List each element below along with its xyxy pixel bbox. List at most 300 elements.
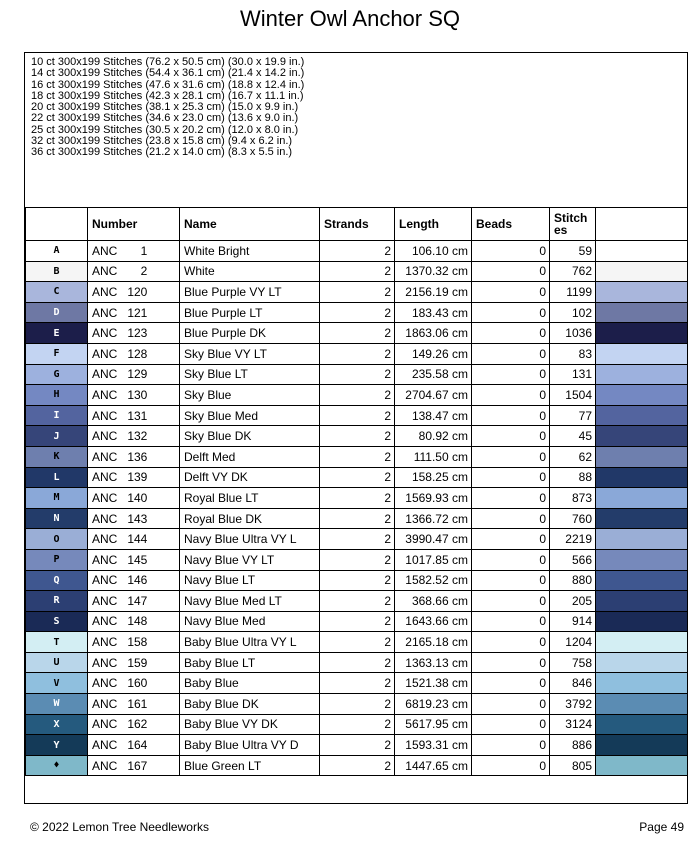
color-swatch <box>596 508 688 529</box>
symbol-cell: B <box>26 261 88 282</box>
symbol-cell: R <box>26 591 88 612</box>
color-swatch <box>596 611 688 632</box>
symbol-cell: C <box>26 282 88 303</box>
length-cell: 2704.67 cm <box>395 385 472 406</box>
strands-cell: 2 <box>320 673 395 694</box>
thread-code: 164 <box>127 738 148 753</box>
strands-cell: 2 <box>320 508 395 529</box>
length-cell: 1569.93 cm <box>395 488 472 509</box>
thread-brand: ANC <box>92 387 118 402</box>
thread-name-cell: Baby Blue VY DK <box>180 714 320 735</box>
thread-code: 139 <box>127 470 148 485</box>
beads-cell: 0 <box>472 570 550 591</box>
length-cell: 1447.65 cm <box>395 755 472 776</box>
thread-number-cell <box>88 446 180 467</box>
color-swatch <box>596 282 688 303</box>
length-cell: 1643.66 cm <box>395 611 472 632</box>
beads-cell: 0 <box>472 735 550 756</box>
thread-number-cell <box>88 405 180 426</box>
table-row <box>26 488 688 509</box>
thread-number-cell <box>88 632 180 653</box>
symbol-cell: P <box>26 549 88 570</box>
thread-number-cell <box>88 714 180 735</box>
symbol-cell: S <box>26 611 88 632</box>
thread-number-cell <box>88 611 180 632</box>
thread-brand: ANC <box>92 717 118 732</box>
table-row <box>26 714 688 735</box>
thread-number-cell <box>88 302 180 323</box>
strands-cell: 2 <box>320 735 395 756</box>
thread-code: 136 <box>127 449 148 464</box>
strands-cell: 2 <box>320 652 395 673</box>
color-swatch <box>596 323 688 344</box>
symbol-cell: X <box>26 714 88 735</box>
symbol-cell: J <box>26 426 88 447</box>
color-swatch <box>596 426 688 447</box>
table-row <box>26 694 688 715</box>
stitches-cell: 880 <box>550 570 596 591</box>
stitches-cell: 1036 <box>550 323 596 344</box>
color-swatch <box>596 570 688 591</box>
thread-number-cell <box>88 694 180 715</box>
fabric-size-line: 32 ct 300x199 Stitches (23.8 x 15.8 cm) (9.4 x 6.2 in.) <box>31 135 293 148</box>
thread-number-cell <box>88 241 180 262</box>
name-header: Name <box>180 208 320 241</box>
strands-cell: 2 <box>320 426 395 447</box>
color-swatch <box>596 405 688 426</box>
thread-code: 121 <box>127 305 148 320</box>
length-cell: 2156.19 cm <box>395 282 472 303</box>
thread-name-cell: Sky Blue VY LT <box>180 343 320 364</box>
strands-cell: 2 <box>320 446 395 467</box>
thread-name-cell: Blue Purple DK <box>180 323 320 344</box>
thread-code: 162 <box>127 717 148 732</box>
beads-cell: 0 <box>472 343 550 364</box>
stitches-cell: 760 <box>550 508 596 529</box>
color-swatch <box>596 591 688 612</box>
thread-code: 2 <box>140 264 148 279</box>
thread-brand: ANC <box>92 429 118 444</box>
beads-cell: 0 <box>472 755 550 776</box>
beads-cell: 0 <box>472 364 550 385</box>
length-cell: 6819.23 cm <box>395 694 472 715</box>
stitches-cell: 88 <box>550 467 596 488</box>
table-row <box>26 364 688 385</box>
fabric-size-line: 18 ct 300x199 Stitches (42.3 x 28.1 cm) (16.7 x 11.1 in.) <box>31 89 304 102</box>
thread-brand: ANC <box>92 593 118 608</box>
length-cell: 111.50 cm <box>395 446 472 467</box>
length-cell: 5617.95 cm <box>395 714 472 735</box>
thread-code: 146 <box>127 573 148 588</box>
thread-brand: ANC <box>92 305 118 320</box>
symbol-cell: N <box>26 508 88 529</box>
thread-name-cell: Navy Blue VY LT <box>180 549 320 570</box>
stitches-cell: 83 <box>550 343 596 364</box>
thread-brand: ANC <box>92 449 118 464</box>
symbol-cell: U <box>26 652 88 673</box>
thread-name-cell: Sky Blue DK <box>180 426 320 447</box>
symbol-cell: H <box>26 385 88 406</box>
thread-name-cell: Navy Blue Ultra VY L <box>180 529 320 550</box>
thread-brand: ANC <box>92 470 118 485</box>
table-row <box>26 261 688 282</box>
swatch-header <box>596 208 688 241</box>
thread-number-cell <box>88 426 180 447</box>
table-row <box>26 755 688 776</box>
fabric-size-line: 10 ct 300x199 Stitches (76.2 x 50.5 cm) (30.0 x 19.9 in.) <box>31 56 305 68</box>
beads-cell: 0 <box>472 549 550 570</box>
thread-brand: ANC <box>92 635 118 650</box>
strands-cell: 2 <box>320 343 395 364</box>
thread-code: 145 <box>127 552 148 567</box>
table-row <box>26 323 688 344</box>
beads-cell: 0 <box>472 302 550 323</box>
beads-cell: 0 <box>472 632 550 653</box>
strands-cell: 2 <box>320 591 395 612</box>
color-swatch <box>596 467 688 488</box>
beads-cell: 0 <box>472 467 550 488</box>
stitches-cell: 762 <box>550 261 596 282</box>
copyright: © 2022 Lemon Tree Needleworks <box>30 820 209 834</box>
thread-number-cell <box>88 570 180 591</box>
stitches-cell: 102 <box>550 302 596 323</box>
table-row <box>26 508 688 529</box>
thread-name-cell: Delft VY DK <box>180 467 320 488</box>
color-swatch <box>596 446 688 467</box>
fabric-size-line: 20 ct 300x199 Stitches (38.1 x 25.3 cm) (15.0 x 9.9 in.) <box>31 101 299 114</box>
thread-code: 158 <box>127 635 148 650</box>
thread-name-cell: Royal Blue LT <box>180 488 320 509</box>
symbol-cell: Q <box>26 570 88 591</box>
thread-brand: ANC <box>92 264 118 279</box>
thread-number-cell <box>88 282 180 303</box>
page-number: Page 49 <box>639 820 684 834</box>
stitches-cell: 758 <box>550 652 596 673</box>
symbol-cell: K <box>26 446 88 467</box>
table-row <box>26 529 688 550</box>
stitches-cell: 873 <box>550 488 596 509</box>
thread-code: 120 <box>127 284 148 299</box>
color-swatch <box>596 302 688 323</box>
thread-name-cell: Sky Blue Med <box>180 405 320 426</box>
stitches-cell: 805 <box>550 755 596 776</box>
thread-name-cell: Blue Purple LT <box>180 302 320 323</box>
thread-name-cell: Navy Blue Med <box>180 611 320 632</box>
symbol-cell: I <box>26 405 88 426</box>
length-cell: 1521.38 cm <box>395 673 472 694</box>
beads-cell: 0 <box>472 426 550 447</box>
thread-brand: ANC <box>92 655 118 670</box>
thread-code: 140 <box>127 490 148 505</box>
stitches-cell: 846 <box>550 673 596 694</box>
beads-cell: 0 <box>472 261 550 282</box>
length-cell: 1593.31 cm <box>395 735 472 756</box>
thread-number-cell <box>88 488 180 509</box>
table-row <box>26 282 688 303</box>
thread-number-cell <box>88 673 180 694</box>
color-swatch <box>596 343 688 364</box>
thread-code: 132 <box>127 429 148 444</box>
stitches-cell: 45 <box>550 426 596 447</box>
thread-number-cell <box>88 735 180 756</box>
beads-cell: 0 <box>472 611 550 632</box>
thread-name-cell: Delft Med <box>180 446 320 467</box>
strands-cell: 2 <box>320 694 395 715</box>
stitches-cell: 131 <box>550 364 596 385</box>
thread-brand: ANC <box>92 696 118 711</box>
thread-number-cell <box>88 364 180 385</box>
thread-brand: ANC <box>92 573 118 588</box>
fabric-size-list <box>31 57 304 159</box>
length-cell: 1363.13 cm <box>395 652 472 673</box>
thread-brand: ANC <box>92 367 118 382</box>
table-row <box>26 632 688 653</box>
symbol-cell: W <box>26 694 88 715</box>
thread-brand: ANC <box>92 346 118 361</box>
thread-brand: ANC <box>92 284 118 299</box>
thread-brand: ANC <box>92 738 118 753</box>
symbol-cell: L <box>26 467 88 488</box>
length-cell: 158.25 cm <box>395 467 472 488</box>
thread-name-cell: Baby Blue <box>180 673 320 694</box>
strands-cell: 2 <box>320 488 395 509</box>
beads-cell: 0 <box>472 282 550 303</box>
strands-cell: 2 <box>320 570 395 591</box>
thread-number-cell <box>88 467 180 488</box>
thread-code: 130 <box>127 387 148 402</box>
thread-code: 167 <box>127 758 148 773</box>
thread-name-cell: Baby Blue Ultra VY L <box>180 632 320 653</box>
length-header: Length <box>395 208 472 241</box>
thread-brand: ANC <box>92 614 118 629</box>
thread-name-cell: Navy Blue Med LT <box>180 591 320 612</box>
length-cell: 2165.18 cm <box>395 632 472 653</box>
thread-name-cell: White <box>180 261 320 282</box>
thread-number-cell <box>88 652 180 673</box>
fabric-size-line: 36 ct 300x199 Stitches (21.2 x 14.0 cm) (8.3 x 5.5 in.) <box>31 146 293 159</box>
thread-number-cell <box>88 261 180 282</box>
thread-code: 147 <box>127 593 148 608</box>
stitches-cell: 62 <box>550 446 596 467</box>
stitches-cell: 205 <box>550 591 596 612</box>
thread-brand: ANC <box>92 243 118 258</box>
thread-number-cell <box>88 323 180 344</box>
fabric-size-line: 25 ct 300x199 Stitches (30.5 x 20.2 cm) (12.0 x 8.0 in.) <box>31 123 299 136</box>
stitches-cell: 3124 <box>550 714 596 735</box>
symbol-cell: D <box>26 302 88 323</box>
thread-code: 143 <box>127 511 148 526</box>
length-cell: 1366.72 cm <box>395 508 472 529</box>
beads-cell: 0 <box>472 241 550 262</box>
symbol-cell: O <box>26 529 88 550</box>
strands-cell: 2 <box>320 529 395 550</box>
strands-cell: 2 <box>320 467 395 488</box>
thread-name-cell: Navy Blue LT <box>180 570 320 591</box>
table-row <box>26 570 688 591</box>
color-swatch <box>596 714 688 735</box>
thread-brand: ANC <box>92 408 118 423</box>
table-row <box>26 652 688 673</box>
thread-name-cell: Royal Blue DK <box>180 508 320 529</box>
beads-cell: 0 <box>472 673 550 694</box>
beads-cell: 0 <box>472 529 550 550</box>
thread-brand: ANC <box>92 676 118 691</box>
thread-name-cell: White Bright <box>180 241 320 262</box>
thread-name-cell: Sky Blue LT <box>180 364 320 385</box>
strands-cell: 2 <box>320 632 395 653</box>
beads-cell: 0 <box>472 385 550 406</box>
stitches-cell: 886 <box>550 735 596 756</box>
beads-cell: 0 <box>472 323 550 344</box>
strands-cell: 2 <box>320 323 395 344</box>
color-swatch <box>596 735 688 756</box>
strands-cell: 2 <box>320 302 395 323</box>
strands-cell: 2 <box>320 549 395 570</box>
thread-key-sheet <box>24 52 688 804</box>
color-swatch <box>596 241 688 262</box>
page-title: Winter Owl Anchor SQ <box>239 6 461 31</box>
strands-cell: 2 <box>320 755 395 776</box>
color-swatch <box>596 652 688 673</box>
thread-code: 159 <box>127 655 148 670</box>
color-swatch <box>596 488 688 509</box>
length-cell: 1370.32 cm <box>395 261 472 282</box>
table-row <box>26 426 688 447</box>
stitches-header: Stitch es <box>550 208 596 241</box>
length-cell: 106.10 cm <box>395 241 472 262</box>
table-row <box>26 241 688 262</box>
color-swatch <box>596 549 688 570</box>
stitches-cell: 59 <box>550 241 596 262</box>
stitches-cell: 1204 <box>550 632 596 653</box>
thread-number-cell <box>88 529 180 550</box>
beads-cell: 0 <box>472 508 550 529</box>
thread-brand: ANC <box>92 511 118 526</box>
length-cell: 235.58 cm <box>395 364 472 385</box>
table-row <box>26 591 688 612</box>
color-swatch <box>596 694 688 715</box>
color-swatch <box>596 261 688 282</box>
table-row <box>26 343 688 364</box>
beads-cell: 0 <box>472 694 550 715</box>
symbol-cell: ♦ <box>26 755 88 776</box>
thread-brand: ANC <box>92 758 118 773</box>
thread-name-cell: Baby Blue DK <box>180 694 320 715</box>
table-row <box>26 385 688 406</box>
symbol-cell: A <box>26 241 88 262</box>
color-swatch <box>596 632 688 653</box>
thread-code: 129 <box>127 367 148 382</box>
thread-code: 1 <box>140 243 148 258</box>
stitches-cell: 2219 <box>550 529 596 550</box>
length-cell: 80.92 cm <box>395 426 472 447</box>
thread-table <box>25 207 688 776</box>
fabric-size-line: 16 ct 300x199 Stitches (47.6 x 31.6 cm) (18.8 x 12.4 in.) <box>31 78 305 91</box>
strands-cell: 2 <box>320 241 395 262</box>
color-swatch <box>596 673 688 694</box>
symbol-header <box>26 208 88 241</box>
thread-name-cell: Blue Purple VY LT <box>180 282 320 303</box>
length-cell: 1582.52 cm <box>395 570 472 591</box>
symbol-cell: V <box>26 673 88 694</box>
strands-header: Strands <box>320 208 395 241</box>
stitches-cell: 1504 <box>550 385 596 406</box>
strands-cell: 2 <box>320 261 395 282</box>
beads-cell: 0 <box>472 405 550 426</box>
length-cell: 149.26 cm <box>395 343 472 364</box>
thread-brand: ANC <box>92 326 118 341</box>
beads-cell: 0 <box>472 652 550 673</box>
symbol-cell: F <box>26 343 88 364</box>
thread-number-cell <box>88 385 180 406</box>
stitches-cell: 914 <box>550 611 596 632</box>
table-header-row <box>26 208 688 241</box>
number-header: Number <box>88 208 180 241</box>
symbol-cell: E <box>26 323 88 344</box>
color-swatch <box>596 364 688 385</box>
strands-cell: 2 <box>320 714 395 735</box>
thread-code: 128 <box>127 346 148 361</box>
thread-name-cell: Baby Blue Ultra VY D <box>180 735 320 756</box>
strands-cell: 2 <box>320 405 395 426</box>
symbol-cell: T <box>26 632 88 653</box>
beads-cell: 0 <box>472 714 550 735</box>
table-row <box>26 467 688 488</box>
thread-code: 161 <box>127 696 148 711</box>
fabric-size-line: 22 ct 300x199 Stitches (34.6 x 23.0 cm) (13.6 x 9.0 in.) <box>31 112 299 125</box>
length-cell: 368.66 cm <box>395 591 472 612</box>
thread-number-cell <box>88 755 180 776</box>
symbol-cell: M <box>26 488 88 509</box>
strands-cell: 2 <box>320 611 395 632</box>
thread-name-cell: Blue Green LT <box>180 755 320 776</box>
strands-cell: 2 <box>320 364 395 385</box>
table-row <box>26 549 688 570</box>
beads-cell: 0 <box>472 488 550 509</box>
thread-brand: ANC <box>92 552 118 567</box>
length-cell: 183.43 cm <box>395 302 472 323</box>
length-cell: 1017.85 cm <box>395 549 472 570</box>
symbol-cell: Y <box>26 735 88 756</box>
thread-brand: ANC <box>92 532 118 547</box>
strands-cell: 2 <box>320 385 395 406</box>
length-cell: 3990.47 cm <box>395 529 472 550</box>
thread-code: 131 <box>127 408 148 423</box>
thread-code: 160 <box>127 676 148 691</box>
stitches-cell: 1199 <box>550 282 596 303</box>
table-row <box>26 446 688 467</box>
stitches-cell: 566 <box>550 549 596 570</box>
color-swatch <box>596 755 688 776</box>
stitches-cell: 3792 <box>550 694 596 715</box>
thread-code: 123 <box>127 326 148 341</box>
stitches-cell: 77 <box>550 405 596 426</box>
thread-number-cell <box>88 591 180 612</box>
thread-number-cell <box>88 508 180 529</box>
thread-code: 144 <box>127 532 148 547</box>
table-row <box>26 673 688 694</box>
length-cell: 138.47 cm <box>395 405 472 426</box>
table-row <box>26 735 688 756</box>
thread-brand: ANC <box>92 490 118 505</box>
table-row <box>26 611 688 632</box>
color-swatch <box>596 529 688 550</box>
table-row <box>26 302 688 323</box>
thread-name-cell: Sky Blue <box>180 385 320 406</box>
thread-number-cell <box>88 549 180 570</box>
strands-cell: 2 <box>320 282 395 303</box>
table-row <box>26 405 688 426</box>
